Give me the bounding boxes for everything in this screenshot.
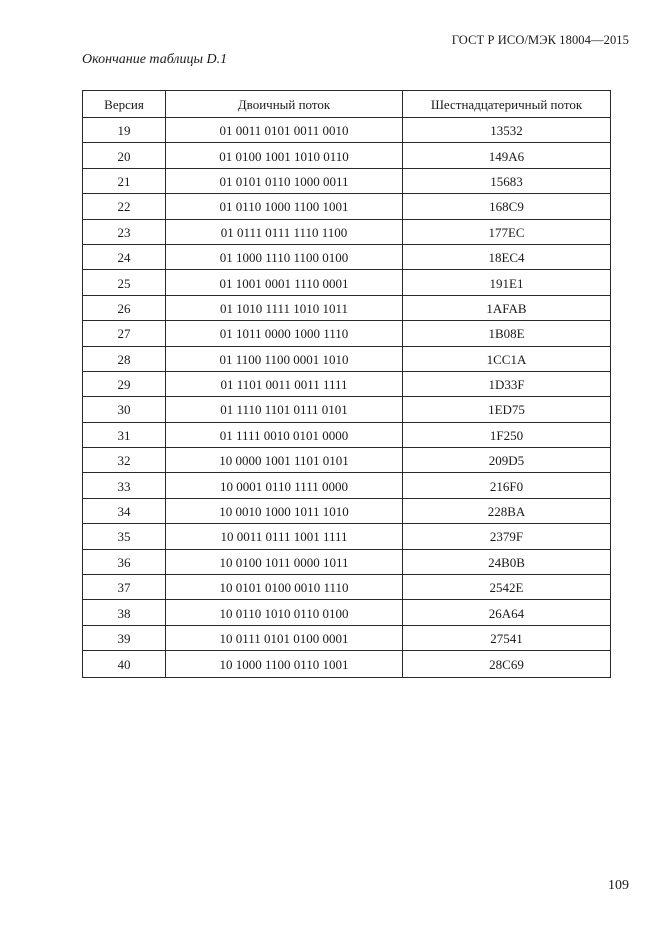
version-cell: 22 — [83, 194, 166, 219]
binary-stream-cell: 10 0010 1000 1011 1010 — [166, 498, 403, 523]
table-row — [83, 143, 611, 168]
hex-stream-cell: 18EC4 — [403, 244, 611, 269]
hex-stream-cell: 216F0 — [403, 473, 611, 498]
version-cell: 40 — [83, 651, 166, 678]
version-cell: 35 — [83, 524, 166, 549]
binary-stream-cell: 01 1110 1101 0111 0101 — [166, 397, 403, 422]
version-cell: 31 — [83, 422, 166, 447]
hex-stream-cell: 15683 — [403, 168, 611, 193]
version-cell: 19 — [83, 118, 166, 143]
table-row — [83, 295, 611, 320]
table-row — [83, 270, 611, 295]
binary-stream-cell: 10 0011 0111 1001 1111 — [166, 524, 403, 549]
version-cell: 32 — [83, 448, 166, 473]
table-row — [83, 448, 611, 473]
table-row — [83, 397, 611, 422]
hex-stream-cell: 1ED75 — [403, 397, 611, 422]
binary-stream-cell: 01 0101 0110 1000 0011 — [166, 168, 403, 193]
table-row — [83, 168, 611, 193]
hex-stream-cell: 2379F — [403, 524, 611, 549]
table-row — [83, 244, 611, 269]
table-row — [83, 194, 611, 219]
version-cell: 39 — [83, 625, 166, 650]
table-row — [83, 524, 611, 549]
version-cell: 21 — [83, 168, 166, 193]
binary-stream-cell: 01 1000 1110 1100 0100 — [166, 244, 403, 269]
hex-stream-cell: 1F250 — [403, 422, 611, 447]
binary-stream-cell: 01 1111 0010 0101 0000 — [166, 422, 403, 447]
hex-stream-cell: 1AFAB — [403, 295, 611, 320]
version-cell: 30 — [83, 397, 166, 422]
page-number: 109 — [608, 878, 629, 893]
hex-stream-cell: 1B08E — [403, 321, 611, 346]
column-header-version: Версия — [83, 91, 166, 118]
version-cell: 38 — [83, 600, 166, 625]
hex-stream-cell: 177EC — [403, 219, 611, 244]
version-cell: 20 — [83, 143, 166, 168]
table-row — [83, 549, 611, 574]
hex-stream-cell: 191E1 — [403, 270, 611, 295]
version-cell: 36 — [83, 549, 166, 574]
hex-stream-cell: 24B0B — [403, 549, 611, 574]
column-header-hex: Шестнадцатеричный поток — [403, 91, 611, 118]
table-row — [83, 473, 611, 498]
hex-stream-cell: 26A64 — [403, 600, 611, 625]
version-cell: 25 — [83, 270, 166, 295]
version-cell: 28 — [83, 346, 166, 371]
binary-stream-cell: 01 1100 1100 0001 1010 — [166, 346, 403, 371]
table-row — [83, 651, 611, 678]
table-row — [83, 422, 611, 447]
version-cell: 24 — [83, 244, 166, 269]
version-cell: 23 — [83, 219, 166, 244]
table-row — [83, 118, 611, 143]
binary-stream-cell: 10 0101 0100 0010 1110 — [166, 575, 403, 600]
version-stream-table — [82, 90, 611, 678]
hex-stream-cell: 209D5 — [403, 448, 611, 473]
version-cell: 26 — [83, 295, 166, 320]
version-cell: 34 — [83, 498, 166, 523]
hex-stream-cell: 168C9 — [403, 194, 611, 219]
table-row — [83, 498, 611, 523]
table-row — [83, 219, 611, 244]
table-row — [83, 575, 611, 600]
hex-stream-cell: 1D33F — [403, 371, 611, 396]
binary-stream-cell: 10 0001 0110 1111 0000 — [166, 473, 403, 498]
binary-stream-cell: 10 0111 0101 0100 0001 — [166, 625, 403, 650]
standard-header: ГОСТ Р ИСО/МЭК 18004—2015 — [451, 33, 629, 47]
binary-stream-cell: 01 1001 0001 1110 0001 — [166, 270, 403, 295]
hex-stream-cell: 228BA — [403, 498, 611, 523]
table-caption: Окончание таблицы D.1 — [82, 52, 228, 67]
binary-stream-cell: 01 0111 0111 1110 1100 — [166, 219, 403, 244]
version-cell: 27 — [83, 321, 166, 346]
version-cell: 29 — [83, 371, 166, 396]
binary-stream-cell: 01 0011 0101 0011 0010 — [166, 118, 403, 143]
version-cell: 37 — [83, 575, 166, 600]
binary-stream-cell: 10 0100 1011 0000 1011 — [166, 549, 403, 574]
binary-stream-cell: 01 0100 1001 1010 0110 — [166, 143, 403, 168]
hex-stream-cell: 2542E — [403, 575, 611, 600]
binary-stream-cell: 10 1000 1100 0110 1001 — [166, 651, 403, 678]
table-row — [83, 625, 611, 650]
version-cell: 33 — [83, 473, 166, 498]
binary-stream-cell: 10 0110 1010 0110 0100 — [166, 600, 403, 625]
table-header-row — [83, 91, 611, 118]
hex-stream-cell: 1CC1A — [403, 346, 611, 371]
binary-stream-cell: 10 0000 1001 1101 0101 — [166, 448, 403, 473]
binary-stream-cell: 01 1010 1111 1010 1011 — [166, 295, 403, 320]
table-row — [83, 346, 611, 371]
table-row — [83, 371, 611, 396]
binary-stream-cell: 01 0110 1000 1100 1001 — [166, 194, 403, 219]
hex-stream-cell: 27541 — [403, 625, 611, 650]
hex-stream-cell: 149A6 — [403, 143, 611, 168]
table-row — [83, 600, 611, 625]
table-row — [83, 321, 611, 346]
hex-stream-cell: 13532 — [403, 118, 611, 143]
binary-stream-cell: 01 1101 0011 0011 1111 — [166, 371, 403, 396]
hex-stream-cell: 28C69 — [403, 651, 611, 678]
binary-stream-cell: 01 1011 0000 1000 1110 — [166, 321, 403, 346]
column-header-binary: Двоичный поток — [166, 91, 403, 118]
